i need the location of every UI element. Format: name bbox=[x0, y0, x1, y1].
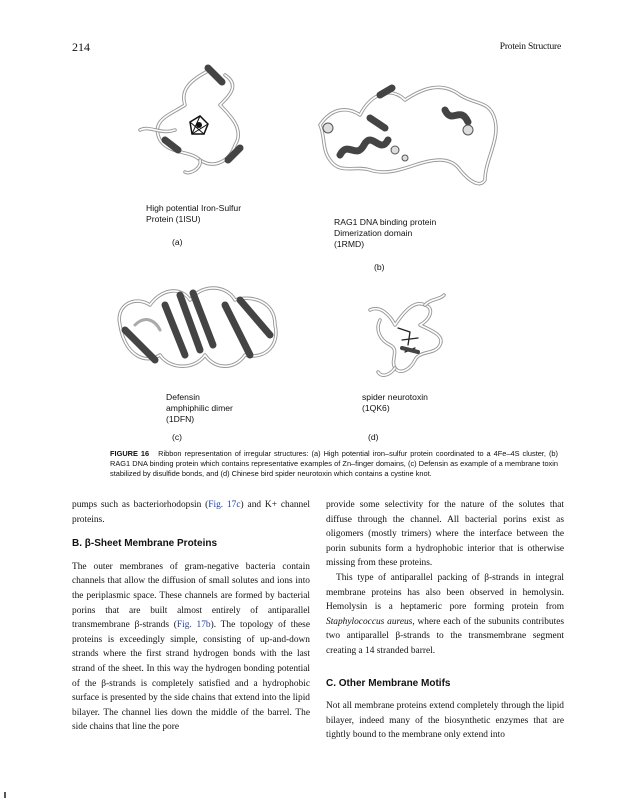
species-name: Staphylococcus aureus bbox=[326, 616, 413, 627]
right-paragraph-2 bbox=[326, 571, 564, 659]
left-para2-text-b: ). The topology of these proteins is exceedingly simple, consisting of up-and-down strands where the first strand hydrogen bonds with the last strand of the sheet. In this way the hydrogen bonding potential of the β-strands is completely satisfied and a hydrophobic surface is presented by the side chains that extend into the lipid bilayer. The channel lies down the middle of the barrel. The side chains that line the pore bbox=[72, 620, 310, 733]
left-para1-text-a: pumps such as bacteriorhodopsin ( bbox=[72, 500, 209, 510]
panel-c-caption-line3: (1DFN) bbox=[166, 414, 195, 424]
panel-a-caption-line1: High potential Iron-Sulfur bbox=[146, 203, 242, 213]
ribbon-image-1dfn bbox=[105, 275, 290, 380]
panel-c-caption-line2: amphiphilic dimer bbox=[166, 403, 233, 413]
section-heading-beta-sheet: B. β-Sheet Membrane Proteins bbox=[72, 538, 218, 550]
panel-d-caption-line1: spider neurotoxin bbox=[362, 392, 428, 402]
figure-caption-label: FIGURE 16 bbox=[110, 449, 150, 458]
left-para2-text-a: The outer membranes of gram-negative bacteria contain channels that allow the diffusion of small solutes and ions into the periplasmic space. These channels are formed by bacterial porins that are built almost entirely of antiparallel transmembrane β-strands ( bbox=[72, 561, 310, 631]
figure-caption-text: Ribbon representation of irregular structures: (a) High potential iron–sulfur protein coordinated to a 4Fe–4S cluster, (b) RAG1 DNA binding protein which contains representative examples of Zn–finger domains, (c) Defensin as example of a membrane toxin stabilized by disulfide bonds, and (d) Chinese bird spider neurotoxin which contains a cystine knot. bbox=[110, 449, 558, 479]
ribbon-image-1isu bbox=[130, 60, 260, 180]
panel-a-caption-line2: Protein (1ISU) bbox=[146, 214, 201, 224]
panel-d-label: (d) bbox=[368, 432, 379, 442]
right-para2-text-b: , where each of the subunits contributes two antiparallel β-strands to the transmembrane segment creating a 14 stranded barrel. bbox=[326, 616, 564, 656]
right-para2-text-a: This type of antiparallel packing of β-strands in integral membrane proteins has also been observed in hemolysin. Hemolysin is a heptameric pore forming protein from bbox=[326, 572, 564, 613]
figure-17b-link[interactable]: Fig. 17b bbox=[176, 620, 211, 631]
page-number: 214 bbox=[72, 40, 90, 54]
panel-b-caption-line2: Dimerization domain bbox=[334, 228, 413, 238]
right-column bbox=[326, 498, 564, 743]
left-paragraph-1 bbox=[72, 498, 310, 527]
panel-b-caption-line1: RAG1 DNA binding protein bbox=[334, 217, 437, 227]
panel-c-label: (c) bbox=[172, 432, 183, 442]
ribbon-image-1qk6 bbox=[360, 290, 455, 385]
section-heading-other-motifs: C. Other Membrane Motifs bbox=[326, 677, 451, 689]
panel-b-label: (b) bbox=[374, 262, 385, 272]
left-column bbox=[72, 498, 310, 735]
panel-c-caption-line1: Defensin bbox=[166, 392, 200, 402]
panel-b-caption-line3: (1RMD) bbox=[334, 239, 365, 249]
right-paragraph-3: Not all membrane proteins extend completely through the lipid bilayer, indeed many of the biosynthetic enzymes that are tightly bound to the membrane only extend into bbox=[326, 701, 564, 741]
running-head: Protein Structure bbox=[499, 42, 561, 52]
right-paragraph-1: provide some selectivity for the nature of the solutes that diffuse through the channel. All bacterial porins exist as oligomers (mostly trimers) where the interface between the porin subunits form a hydrophobic interior that is otherwise missing from these proteins. bbox=[326, 500, 564, 569]
panel-d-caption-line2: (1QK6) bbox=[362, 403, 390, 413]
left-paragraph-2 bbox=[72, 560, 310, 735]
iron-sulfur-cluster bbox=[190, 116, 208, 134]
figure-caption bbox=[110, 449, 558, 480]
ribbon-image-1rmd bbox=[310, 70, 510, 195]
left-para1-text-b: ) and K+ channel proteins. bbox=[72, 500, 311, 525]
panel-a-label: (a) bbox=[172, 237, 183, 247]
page-margin-mark bbox=[4, 792, 6, 798]
figure-17c-link[interactable]: Fig. 17c bbox=[208, 500, 241, 510]
